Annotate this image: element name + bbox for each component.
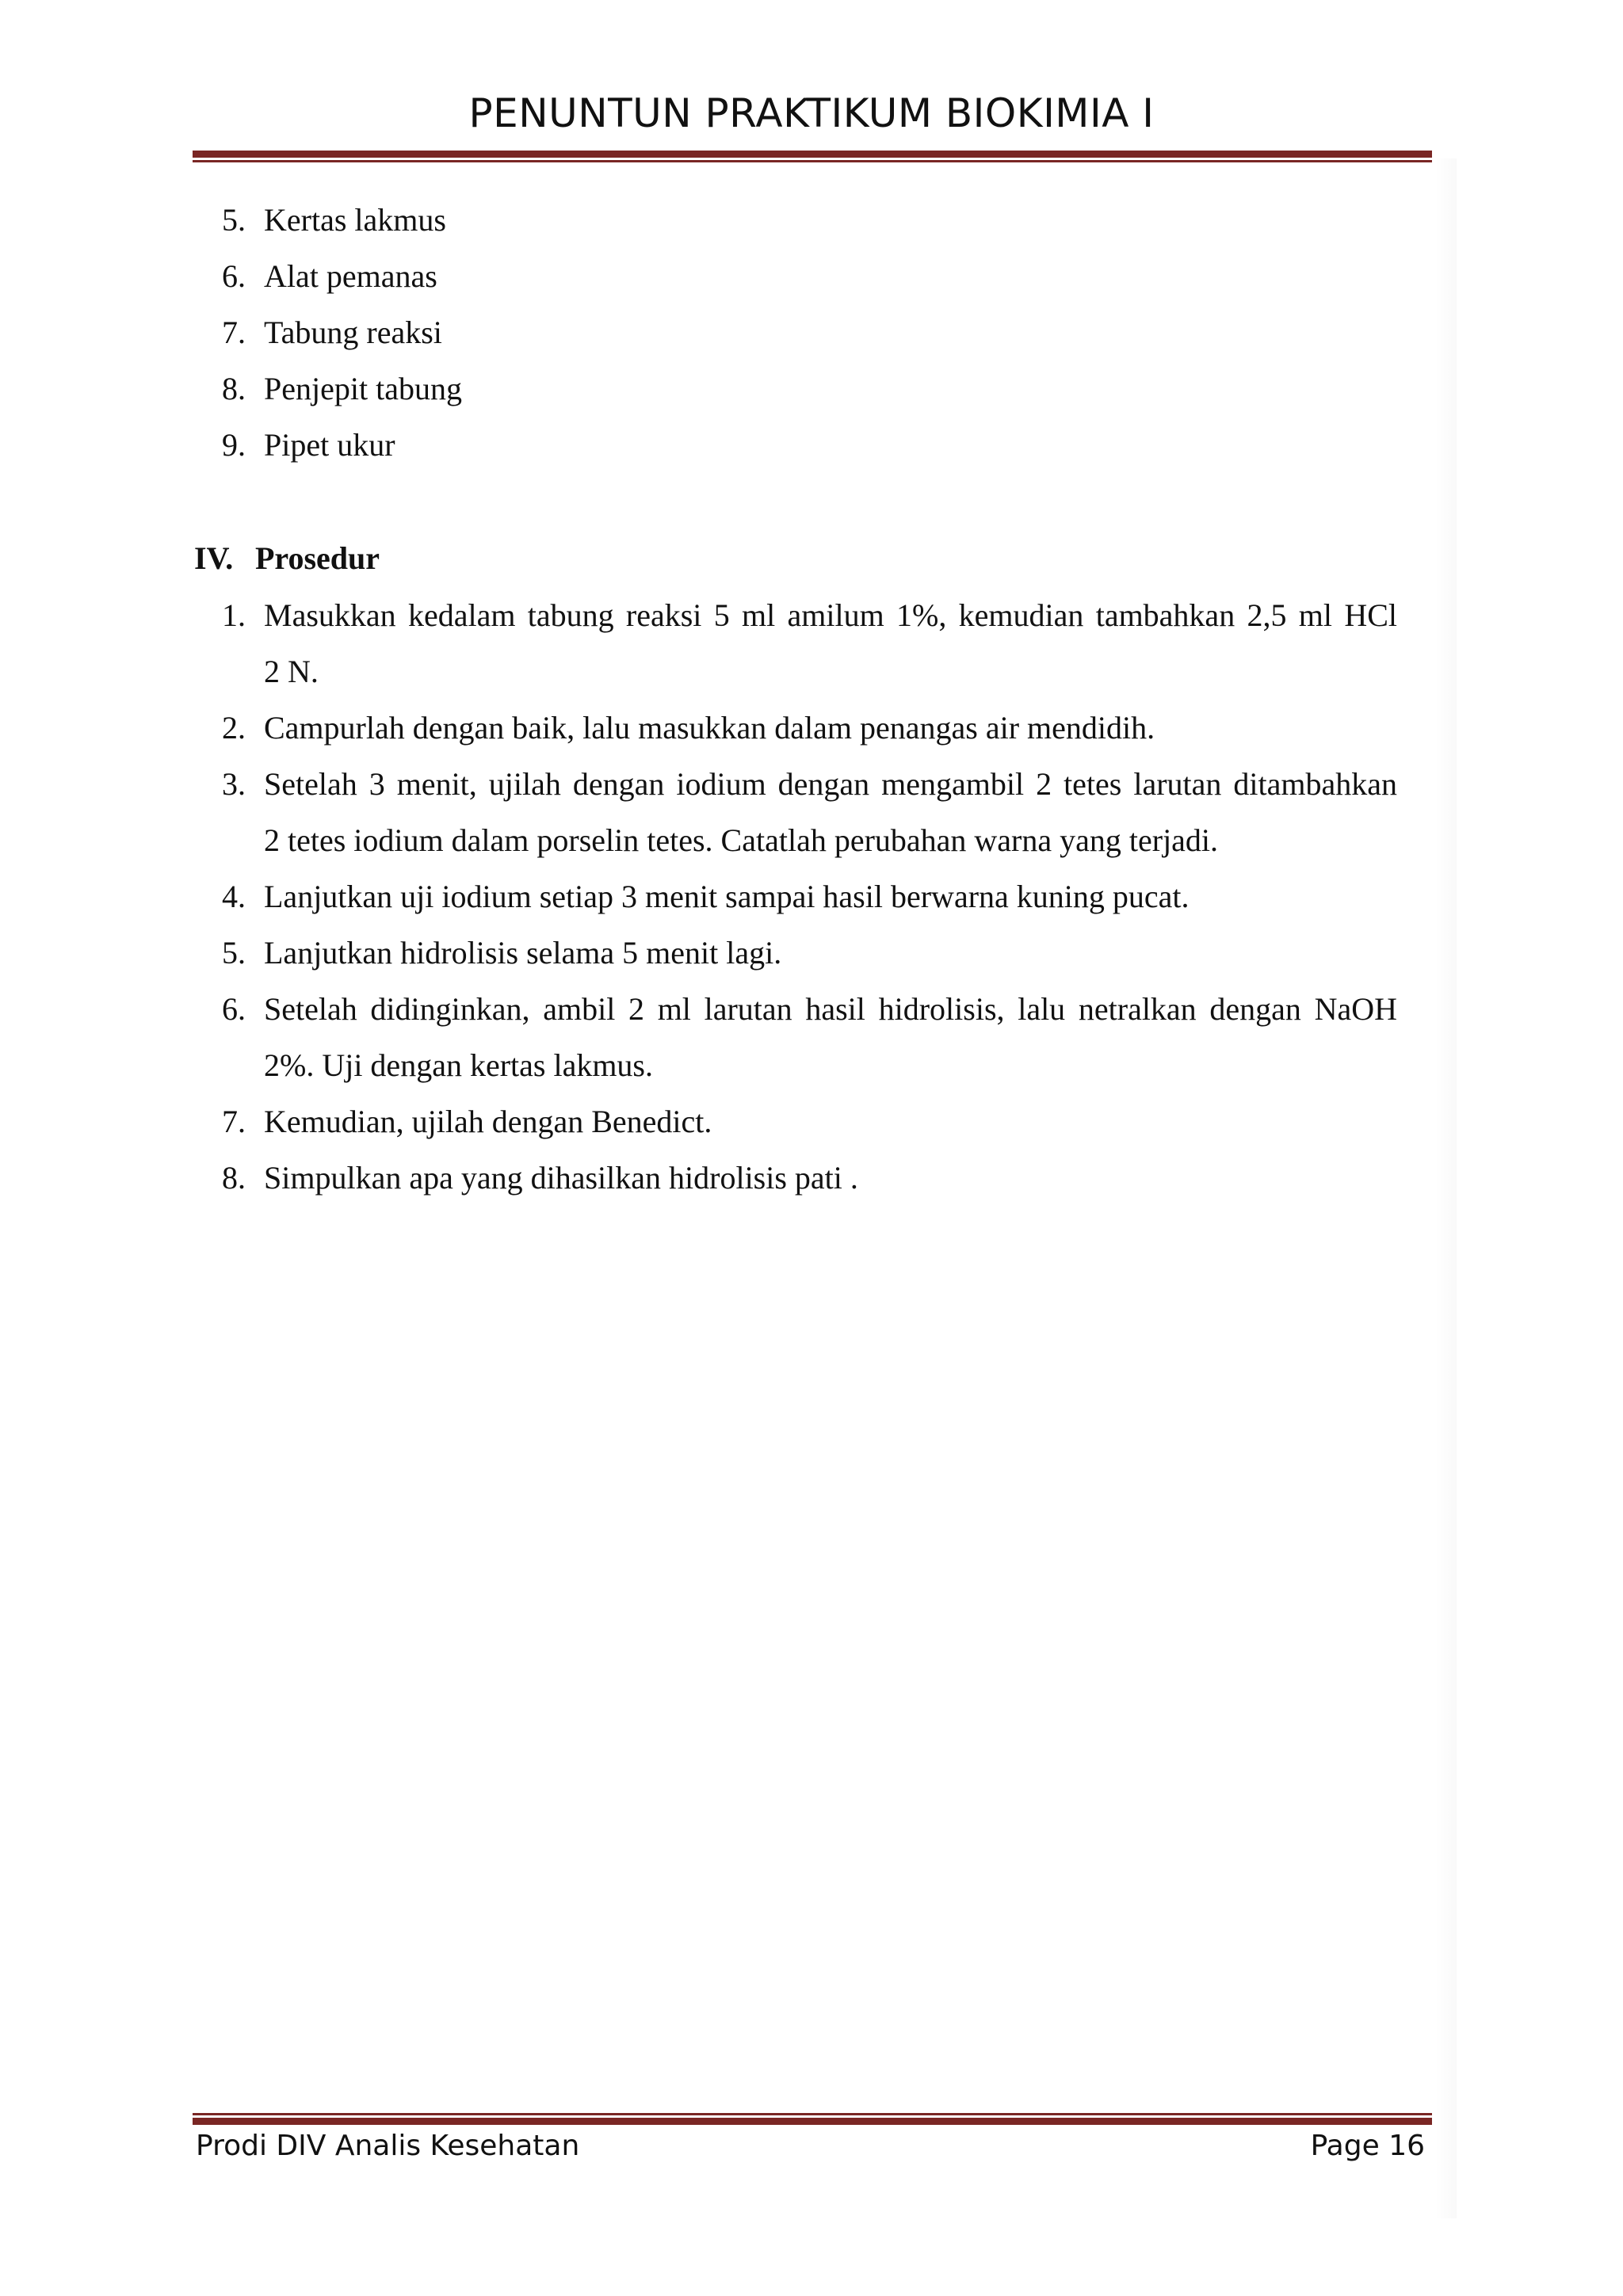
footer-rule [193,2113,1432,2125]
step-text-line1: Kemudian, ujilah dengan Benedict. [264,1104,712,1139]
header-rule [193,151,1432,162]
step-text-line2: 2 N. [264,654,319,689]
footer-rule-thin [193,2113,1432,2115]
list-item-number: 7. [222,315,246,350]
step-number: 5. [222,935,246,971]
step-text-line2: 2 tetes iodium dalam porselin tetes. Catatlah perubahan warna yang terjadi. [264,822,1219,858]
footer-page-number: Page 16 [1310,2130,1425,2162]
step-number: 2. [222,710,246,746]
header-rule-thick [193,151,1432,158]
list-item-text: Kertas lakmus [264,202,446,238]
list-item-text: Penjepit tabung [264,371,462,406]
step-number: 1. [222,597,246,633]
list-item-number: 5. [222,202,246,238]
step-text-line1: Setelah didinginkan, ambil 2 ml larutan hasil hidrolisis, lalu netralkan dengan NaOH [264,991,1397,1027]
step-number: 4. [222,879,246,914]
step-text-line1: Simpulkan apa yang dihasilkan hidrolisis pati . [264,1160,858,1196]
page-header-title: PENUNTUN PRAKTIKUM BIOKIMIA I [468,90,1155,136]
list-item-number: 9. [222,427,246,463]
step-number: 7. [222,1104,246,1139]
list-item-number: 8. [222,371,246,406]
step-number: 8. [222,1160,246,1196]
page-edge-shade [1434,158,1457,2218]
list-item-text: Tabung reaksi [264,315,442,350]
step-text-line2: 2%. Uji dengan kertas lakmus. [264,1047,653,1083]
header-rule-thin [193,160,1432,162]
step-text-line1: Campurlah dengan baik, lalu masukkan dalam penangas air mendidih. [264,710,1155,746]
section-number: IV. [194,540,234,576]
list-item-number: 6. [222,258,246,294]
step-text-line1: Setelah 3 menit, ujilah dengan iodium dengan mengambil 2 tetes larutan ditambahkan [264,766,1397,802]
footer-rule-thick [193,2118,1432,2125]
step-text-line1: Lanjutkan hidrolisis selama 5 menit lagi. [264,935,782,971]
section-heading-prosedur [194,540,380,576]
step-number: 3. [222,766,246,802]
step-number: 6. [222,991,246,1027]
step-text-line1: Lanjutkan uji iodium setiap 3 menit sampai hasil berwarna kuning pucat. [264,879,1190,914]
footer-program-name: Prodi DIV Analis Kesehatan [196,2130,580,2162]
list-item-text: Alat pemanas [264,258,437,294]
section-title: Prosedur [255,540,380,576]
step-text-line1: Masukkan kedalam tabung reaksi 5 ml amilum 1%, kemudian tambahkan 2,5 ml HCl [264,597,1397,633]
list-item-text: Pipet ukur [264,427,395,463]
